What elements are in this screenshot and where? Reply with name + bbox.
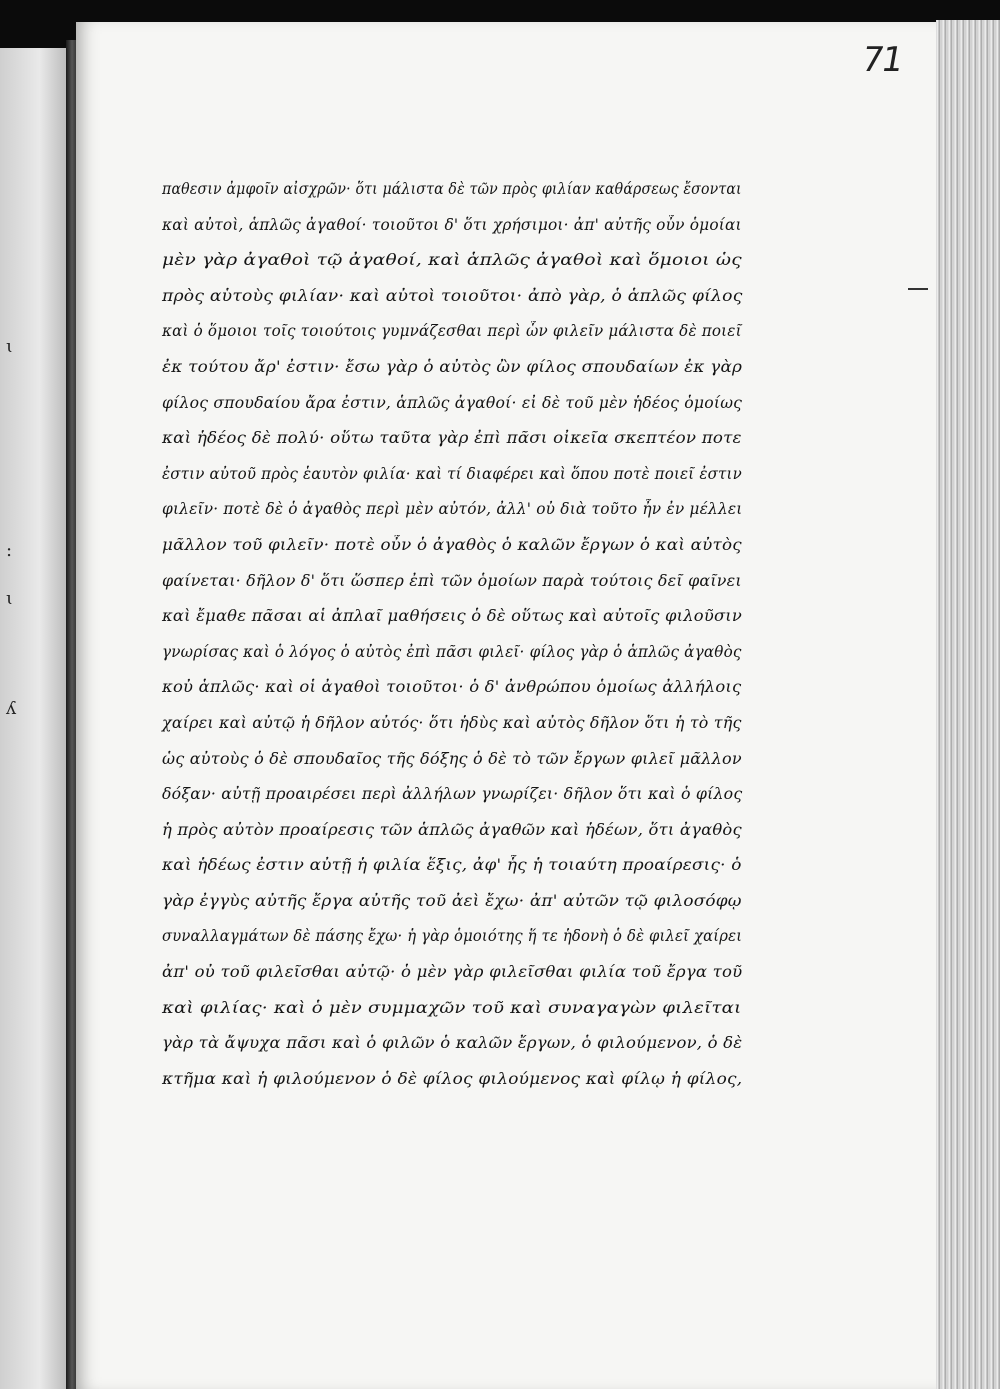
facing-page-edge bbox=[0, 48, 66, 1389]
manuscript-line: μὲν γὰρ ἀγαθοὶ τῷ ἀγαθοί, καὶ ἁπλῶς ἀγαθοὶ καὶ ὅμοιοι ὡς bbox=[162, 251, 742, 270]
manuscript-line: καὶ ὁ ὅμοιοι τοῖς τοιούτοις γυμνάζεσθαι περὶ ὧν φιλεῖν μάλιστα δὲ ποιεῖ bbox=[162, 322, 742, 341]
margin-mark: : bbox=[6, 540, 13, 561]
facing-page-marks bbox=[2, 48, 32, 1389]
manuscript-line: γνωρίσας καὶ ὁ λόγος ὁ αὐτὸς ἐπὶ πᾶσι φιλεῖ· φίλος γὰρ ὁ ἁπλῶς ἀγαθὸς bbox=[162, 642, 742, 661]
manuscript-line: δόξαν· αὐτῇ προαιρέσει περὶ ἀλλήλων γνωρίζει· δῆλον ὅτι καὶ ὁ φίλος bbox=[162, 785, 743, 804]
page-edges bbox=[936, 20, 1000, 1389]
manuscript-line: καὶ ἡδέως ἐστιν αὐτῇ ἡ φιλία ἕξις, ἀφ' ἧς ἡ τοιαύτη προαίρεσις· ὁ bbox=[162, 856, 742, 875]
manuscript-line: καὶ ἔμαθε πᾶσαι αἱ ἀπλαῖ μαθήσεις ὁ δὲ οὕτως καὶ αὐτοῖς φιλοῦσιν bbox=[162, 607, 743, 626]
manuscript-line: μᾶλλον τοῦ φιλεῖν· ποτὲ οὖν ὁ ἀγαθὸς ὁ καλῶν ἔργων ὁ καὶ αὐτὸς bbox=[162, 535, 742, 554]
margin-mark: ɩ bbox=[6, 336, 14, 357]
manuscript-line: καὶ φιλίας· καὶ ὁ μὲν συμμαχῶν τοῦ καὶ συναγαγὼν φιλεῖται bbox=[162, 998, 742, 1017]
manuscript-line: ἐστιν αὐτοῦ πρὸς ἑαυτὸν φιλία· καὶ τί διαφέρει καὶ ὅπου ποτὲ ποιεῖ ἐστιν bbox=[162, 464, 742, 483]
manuscript-line: ἡ πρὸς αὐτὸν προαίρεσις τῶν ἁπλῶς ἀγαθῶν καὶ ἡδέων, ὅτι ἀγαθὸς bbox=[162, 820, 742, 839]
margin-dash-mark bbox=[908, 288, 928, 290]
manuscript-line: καὶ αὐτοὶ, ἁπλῶς ἀγαθοί· τοιοῦτοι δ' ὅτι χρήσιμοι· ἀπ' αὐτῆς οὖν ὁμοίαι bbox=[162, 215, 742, 234]
manuscript-line: χαίρει καὶ αὐτῷ ἡ δῆλον αὐτός· ὅτι ἡδὺς καὶ αὐτὸς δῆλον ὅτι ἡ τὸ τῆς bbox=[162, 713, 742, 732]
manuscript-line: κτῆμα καὶ ἡ φιλούμενον ὁ δὲ φίλος φιλούμενος καὶ φίλῳ ἡ φίλος, bbox=[162, 1069, 743, 1088]
manuscript-text-block bbox=[162, 172, 752, 1097]
manuscript-line: ἀπ' οὐ τοῦ φιλεῖσθαι αὐτῷ· ὁ μὲν γὰρ φιλεῖσθαι φιλία τοῦ ἔργα τοῦ bbox=[162, 963, 743, 982]
margin-mark: ʎ bbox=[6, 698, 17, 719]
manuscript-line: καὶ ἡδέος δὲ πολύ· οὕτω ταῦτα γὰρ ἐπὶ πᾶσι οἰκεῖα σκεπτέον ποτε bbox=[162, 429, 742, 448]
manuscript-line: συναλλαγμάτων δὲ πάσης ἔχω· ἡ γὰρ ὁμοιότης ἥ τε ἡδονὴ ὁ δὲ φιλεῖ χαίρει bbox=[162, 927, 743, 946]
margin-mark: ɩ bbox=[6, 588, 14, 609]
manuscript-line: φιλεῖν· ποτὲ δὲ ὁ ἀγαθὸς περὶ μὲν αὐτόν, ἀλλ' οὐ διὰ τοῦτο ἦν ἐν μέλλει bbox=[162, 500, 743, 519]
manuscript-line: φίλος σπουδαίου ἄρα ἐστιν, ἁπλῶς ἀγαθοί· εἰ δὲ τοῦ μὲν ἡδέος ὁμοίως bbox=[162, 393, 743, 412]
manuscript-line: γὰρ ἐγγὺς αὐτῆς ἔργα αὐτῆς τοῦ ἀεὶ ἔχω· ἀπ' αὐτῶν τῷ φιλοσόφῳ bbox=[162, 891, 742, 910]
manuscript-line: πρὸς αὑτοὺς φιλίαν· καὶ αὐτοὶ τοιοῦτοι· ἀπὸ γὰρ, ὁ ἁπλῶς φίλος bbox=[162, 286, 743, 305]
manuscript-line: κοὐ ἁπλῶς· καὶ οἱ ἀγαθοὶ τοιοῦτοι· ὁ δ' ἀνθρώπου ὁμοίως ἀλλήλοις bbox=[162, 678, 742, 697]
folio-number: 71 bbox=[858, 40, 905, 80]
manuscript-line: γὰρ τὰ ἄψυχα πᾶσι καὶ ὁ φιλῶν ὁ καλῶν ἔργων, ὁ φιλούμενον, ὁ δὲ bbox=[162, 1034, 743, 1053]
manuscript-line: ἐκ τούτου ἄρ' ἐστιν· ἔσω γὰρ ὁ αὐτὸς ὢν φίλος σπουδαίων ἐκ γὰρ bbox=[162, 357, 743, 376]
manuscript-line: φαίνεται· δῆλον δ' ὅτι ὥσπερ ἐπὶ τῶν ὁμοίων παρὰ τούτοις δεῖ φαῖνει bbox=[162, 571, 742, 590]
manuscript-line: παθεσιν ἀμφοῖν αἰσχρῶν· ὅτι μάλιστα δὲ τῶν πρὸς φιλίαν καθάρσεως ἔσονται bbox=[162, 180, 742, 198]
manuscript-line: ὡς αὐτοὺς ὁ δὲ σπουδαῖος τῆς δόξης ὁ δὲ τὸ τῶν ἔργων φιλεῖ μᾶλλον bbox=[162, 749, 742, 768]
